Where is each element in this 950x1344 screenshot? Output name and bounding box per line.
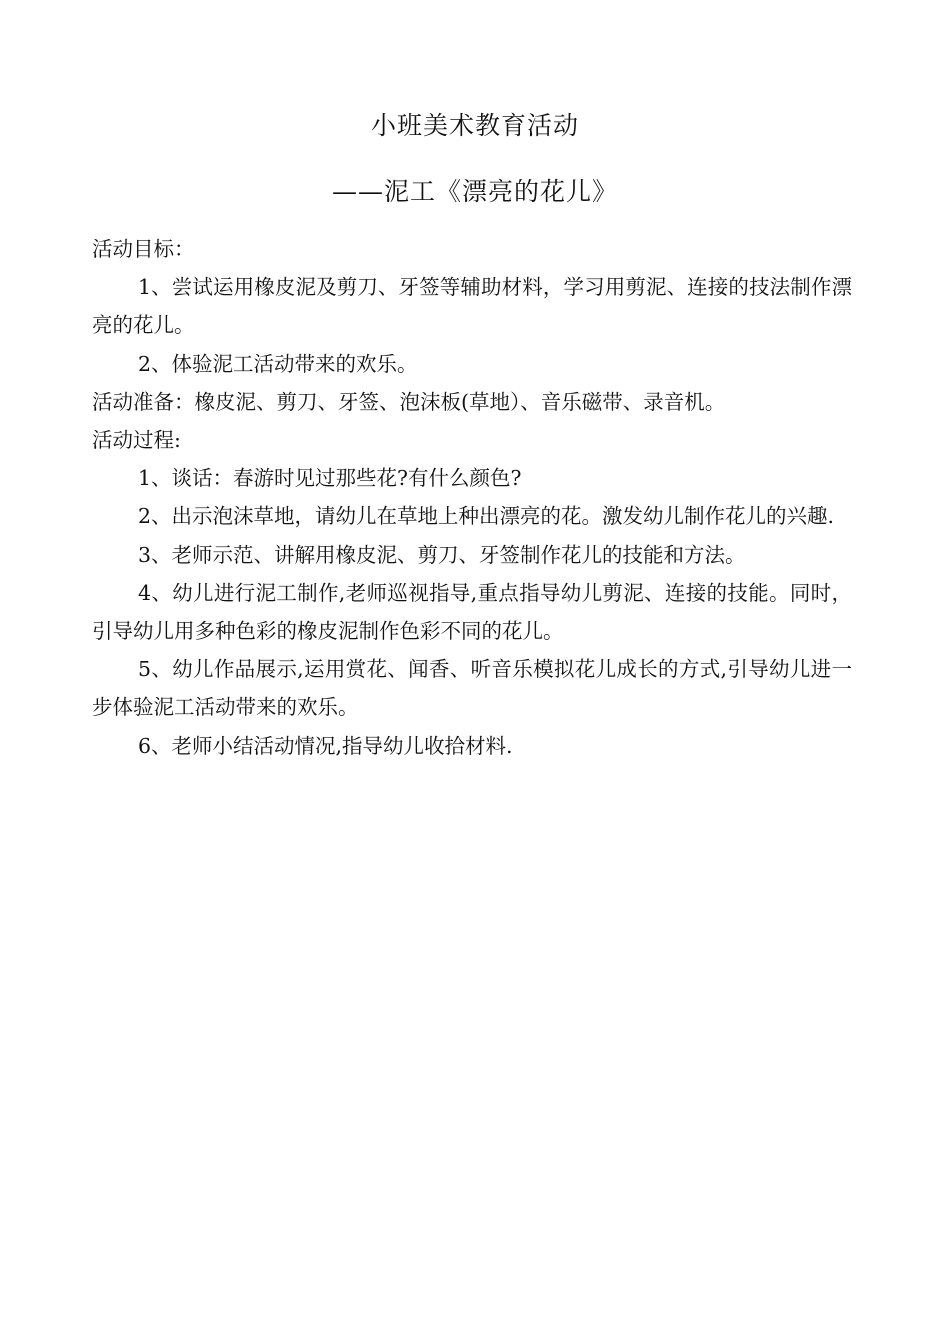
section-heading-process: 活动过程:	[92, 428, 181, 453]
process-step-3: 3、老师示范、讲解用橡皮泥、剪刀、牙签制作花儿的技能和方法。	[138, 542, 746, 567]
goal-item-1: 1、尝试运用橡皮泥及剪刀、牙签等辅助材料，学习用剪泥、连接的技法制作漂亮的花儿。	[92, 275, 852, 338]
page-subtitle: ——泥工《漂亮的花儿》	[331, 177, 618, 206]
section-preparation: 活动准备：橡皮泥、剪刀、牙签、泡沫板(草地）、音乐磁带、录音机。	[92, 389, 726, 414]
process-step-4: 4、幼儿进行泥工制作,老师巡视指导,重点指导幼儿剪泥、连接的技能。同时，引导幼儿用多种色彩的橡皮泥制作色彩不同的花儿。	[92, 580, 852, 644]
process-step-6: 6、老师小结活动情况,指导幼儿收拾材料.	[138, 733, 513, 758]
process-step-1: 1、谈话：春游时见过那些花?有什么颜色?	[138, 466, 522, 491]
document-body	[92, 230, 852, 765]
page-title: 小班美术教育活动	[370, 111, 579, 140]
process-step-2: 2、出示泡沫草地，请幼儿在草地上种出漂亮的花。激发幼儿制作花儿的兴趣.	[138, 504, 835, 529]
process-step-5: 5、幼儿作品展示,运用赏花、闻香、听音乐模拟花儿成长的方式,引导幼儿进一步体验泥工活动带来的欢乐。	[92, 657, 852, 720]
goal-item-2: 2、体验泥工活动带来的欢乐。	[138, 351, 418, 376]
section-heading-goals: 活动目标：	[92, 237, 195, 261]
